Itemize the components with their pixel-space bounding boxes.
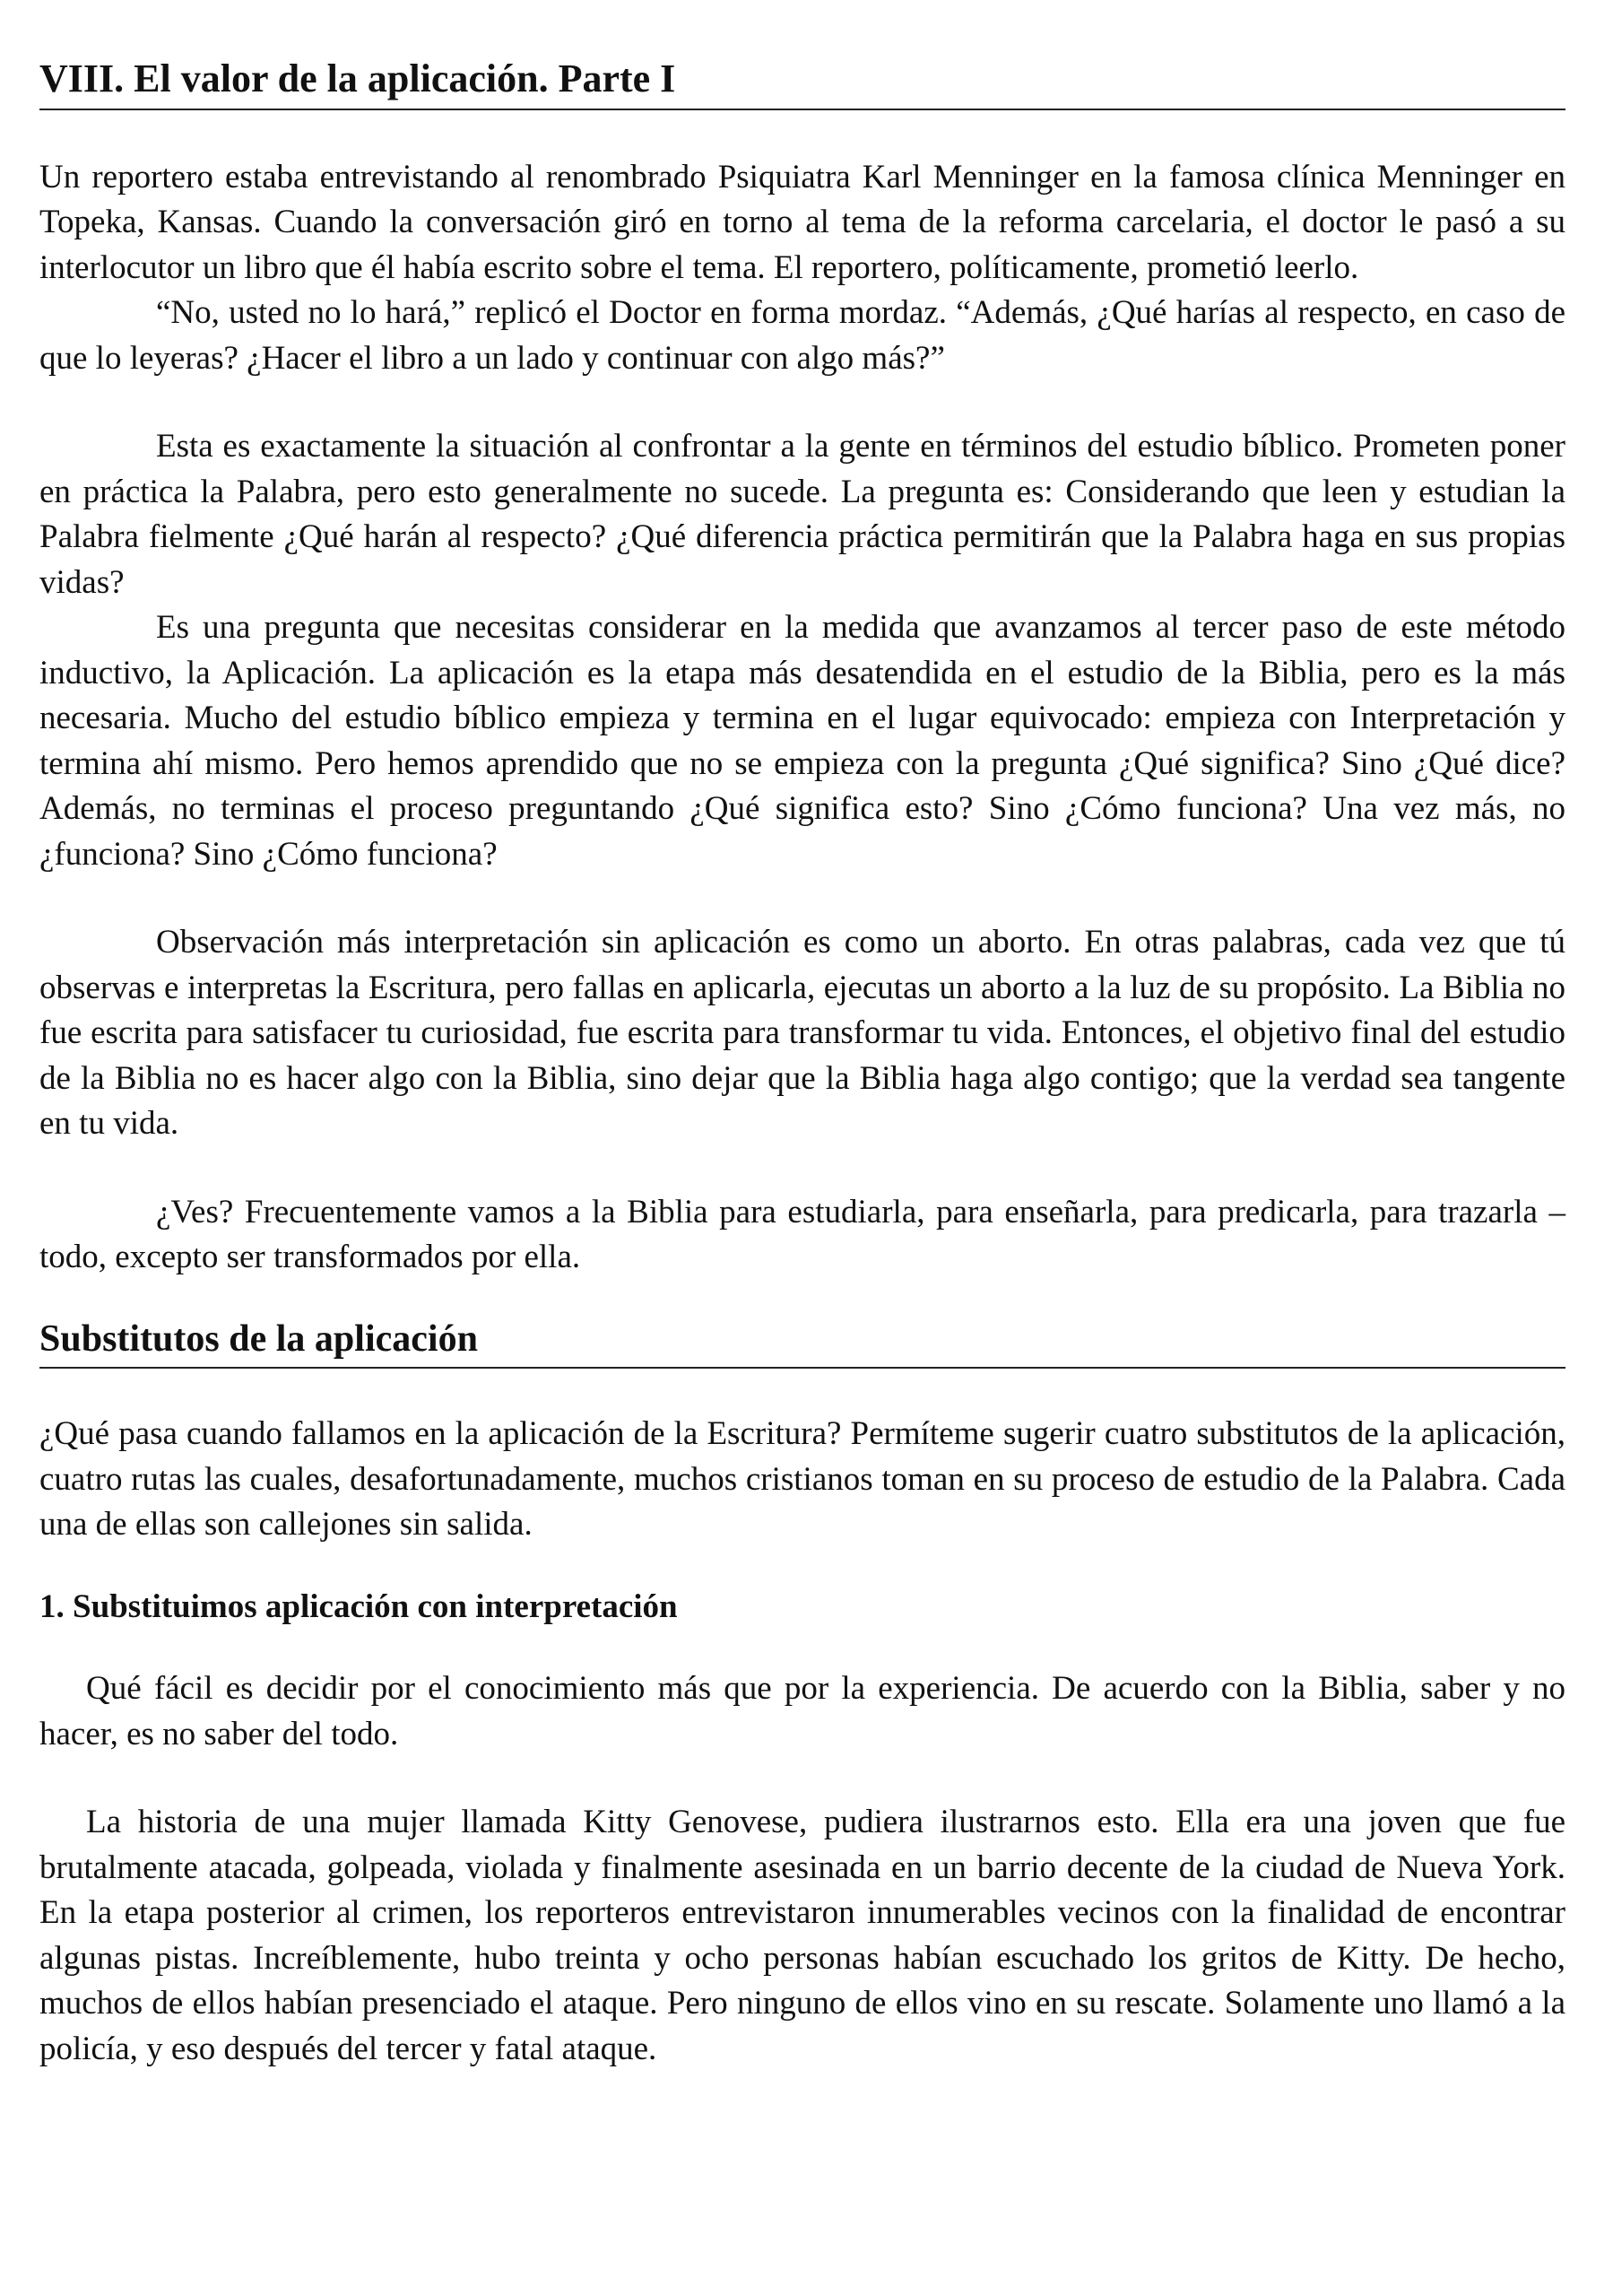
body-paragraph-3: Observación más interpretación sin aplicación es como un aborto. En otras palabras, cada vez que tú observas e interpretas la Escritura, pero fallas en aplicarla, ejecutas un aborto a la luz de su propósito. La Biblia no fue escrita para satisfacer tu curiosidad, fue escrita para transformar tu vida. Entonces, el objetivo final del estudio de la Biblia no es hacer algo con la Biblia, sino dejar que la Biblia haga algo contigo; que la verdad sea tangente en tu vida.: [39, 924, 1565, 1143]
intro-paragraph-1: Un reportero estaba entrevistando al renombrado Psiquiatra Karl Menninger en la famosa clínica Menninger en Topeka, Kansas. Cuando la conversación giró en torno al tema de la reforma carcelaria, el doctor le pasó a su interlocutor un libro que él había escrito sobre el tema. El reportero, políticamente, prometió leerlo.: [39, 158, 1565, 286]
section-heading: Substitutos de la aplicación: [39, 1317, 1565, 1369]
subsection-heading: 1. Substituimos aplicación con interpretación: [39, 1587, 678, 1625]
intro-paragraph-2: “No, usted no lo hará,” replicó el Doctor en forma mordaz. “Además, ¿Qué harías al respecto, en caso de que lo leyeras? ¿Hacer el libro a un lado y continuar con algo más?”: [39, 294, 1565, 377]
body-paragraph-4: ¿Ves? Frecuentemente vamos a la Biblia para estudiarla, para enseñarla, para predicarla, para trazarla –todo, excepto ser transformados por ella.: [39, 1193, 1565, 1276]
body-paragraph-1: Esta es exactamente la situación al confrontar a la gente en términos del estudio bíblico. Prometen poner en práctica la Palabra, pero esto generalmente no sucede. La pregunta es: Considerando que leen y estudian la Palabra fielmente ¿Qué harán al respecto? ¿Qué diferencia práctica permitirán que la Palabra haga en sus propias vidas?: [39, 428, 1565, 601]
section-intro-paragraph: ¿Qué pasa cuando fallamos en la aplicación de la Escritura? Permíteme sugerir cuatro substitutos de la aplicación, cuatro rutas las cuales, desafortunadamente, muchos cristianos toman en su proceso de estudio de la Palabra. Cada una de ellas son callejones sin salida.: [39, 1415, 1565, 1544]
subsection-paragraph-1: Qué fácil es decidir por el conocimiento más que por la experiencia. De acuerdo con la Biblia, saber y no hacer, es no saber del todo.: [39, 1670, 1565, 1752]
body-paragraph-2: Es una pregunta que necesitas considerar en la medida que avanzamos al tercer paso de este método inductivo, la Aplicación. La aplicación es la etapa más desatendida en el estudio de la Biblia, pero es la más necesaria. Mucho del estudio bíblico empieza y termina en el lugar equivocado: empieza con Interpretación y termina ahí mismo. Pero hemos aprendido que no se empieza con la pregunta ¿Qué significa? Sino ¿Qué dice? Además, no terminas el proceso preguntando ¿Qué significa esto? Sino ¿Cómo funciona? Una vez más, no ¿funciona? Sino ¿Cómo funciona?: [39, 609, 1565, 873]
subsection-paragraph-2: La historia de una mujer llamada Kitty Genovese, pudiera ilustrarnos esto. Ella era una joven que fue brutalmente atacada, golpeada, violada y finalmente asesinada en un barrio decente de la ciudad de Nueva York. En la etapa posterior al crimen, los reporteros entrevistaron innumerables vecinos con la finalidad de encontrar algunas pistas. Increíblemente, hubo treinta y ocho personas habían escuchado los gritos de Kitty. De hecho, muchos de ellos habían presenciado el ataque. Pero ninguno de ellos vino en su rescate. Solamente uno llamó a la policía, y eso después del tercer y fatal ataque.: [39, 1804, 1565, 2067]
document-page: [39, 56, 1565, 2072]
chapter-heading: VIII. El valor de la aplicación. Parte I: [39, 56, 1565, 110]
